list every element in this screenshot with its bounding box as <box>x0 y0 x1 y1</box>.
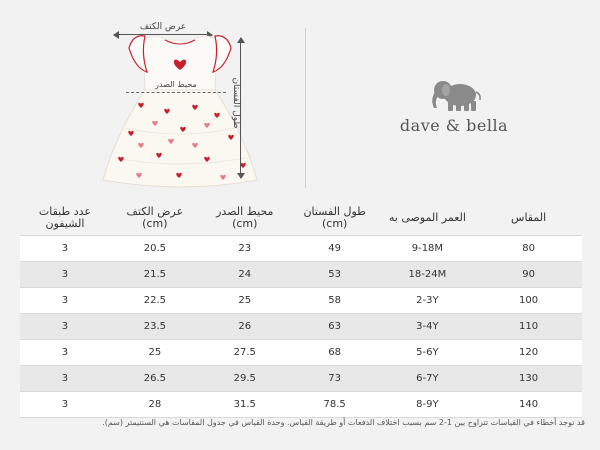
cell-length: 53 <box>290 261 380 287</box>
cell-chest: 25 <box>200 287 290 313</box>
cell-chest: 24 <box>200 261 290 287</box>
header-age-line1: العمر الموصى به <box>388 210 466 224</box>
header-layers <box>20 201 110 235</box>
cell-length: 73 <box>290 365 380 391</box>
cell-size: 120 <box>475 339 582 365</box>
cell-age: 6-7Y <box>380 365 476 391</box>
header-shoulder <box>110 201 200 235</box>
table-row <box>20 261 582 287</box>
cell-age: 8-9Y <box>380 391 476 417</box>
chest-circumference-label: محيط الصدر <box>155 80 197 89</box>
header-chest-line1: محيط الصدر <box>216 204 274 218</box>
cell-layers: 3 <box>20 287 110 313</box>
table-row <box>20 287 582 313</box>
brand-wordmark: dave & bella <box>399 116 509 135</box>
header-length <box>290 201 380 235</box>
header-size <box>475 201 582 235</box>
cell-length: 58 <box>290 287 380 313</box>
cell-age: 5-6Y <box>380 339 476 365</box>
header-age <box>380 201 476 235</box>
cell-layers: 3 <box>20 391 110 417</box>
header-length-line2: (cm) <box>321 216 348 230</box>
cell-shoulder: 26.5 <box>110 365 200 391</box>
header-size-line1: المقاس <box>511 210 547 224</box>
cell-age: 3-4Y <box>380 313 476 339</box>
size-table-body <box>20 235 582 417</box>
cell-length: 63 <box>290 313 380 339</box>
header-layers-line2: الشيفون <box>45 216 85 230</box>
cell-layers: 3 <box>20 235 110 261</box>
header-length-line1: طول الفستان <box>303 204 366 218</box>
shoulder-width-label: عرض الكتف <box>139 22 187 32</box>
cell-size: 130 <box>475 365 582 391</box>
elephant-icon <box>380 78 530 112</box>
cell-size: 100 <box>475 287 582 313</box>
header-layers-line1: عدد طبقات <box>38 204 91 218</box>
cell-chest: 29.5 <box>200 365 290 391</box>
vertical-divider <box>305 28 306 188</box>
table-row <box>20 313 582 339</box>
cell-shoulder: 28 <box>110 391 200 417</box>
cell-shoulder: 23.5 <box>110 313 200 339</box>
cell-shoulder: 21.5 <box>110 261 200 287</box>
table-row <box>20 339 582 365</box>
cell-length: 49 <box>290 235 380 261</box>
header-shoulder-line1: عرض الكتف <box>126 204 184 218</box>
cell-layers: 3 <box>20 313 110 339</box>
cell-size: 80 <box>475 235 582 261</box>
cell-size: 90 <box>475 261 582 287</box>
cell-length: 68 <box>290 339 380 365</box>
cell-size: 140 <box>475 391 582 417</box>
table-row <box>20 391 582 417</box>
size-table-header <box>20 201 582 235</box>
dress-length-label: طول الفستان <box>231 77 241 129</box>
header-shoulder-line2: (cm) <box>142 216 168 230</box>
table-row <box>20 235 582 261</box>
cell-shoulder: 20.5 <box>110 235 200 261</box>
product-header <box>0 0 600 198</box>
cell-shoulder: 22.5 <box>110 287 200 313</box>
cell-layers: 3 <box>20 339 110 365</box>
cell-size: 110 <box>475 313 582 339</box>
size-table <box>20 201 582 418</box>
cell-chest: 26 <box>200 313 290 339</box>
header-chest-line2: (cm) <box>232 216 258 230</box>
cell-length: 78.5 <box>290 391 380 417</box>
cell-age: 2-3Y <box>380 287 476 313</box>
cell-layers: 3 <box>20 365 110 391</box>
header-chest <box>200 201 290 235</box>
cell-chest: 31.5 <box>200 391 290 417</box>
cell-layers: 3 <box>20 261 110 287</box>
cell-chest: 27.5 <box>200 339 290 365</box>
cell-age: 18-24M <box>380 261 476 287</box>
cell-age: 9-18M <box>380 235 476 261</box>
cell-chest: 23 <box>200 235 290 261</box>
measurement-note: قد توجد أخطاء في القياسات تتراوح بين 1-2 سم بسبب اختلاف الدفعات أو طريقة القياس. وحدة القياس في جدول المقاسات هي السنتيمتر (سم). <box>102 418 585 427</box>
chest-circumference-line <box>126 92 226 93</box>
table-row <box>20 365 582 391</box>
cell-shoulder: 25 <box>110 339 200 365</box>
